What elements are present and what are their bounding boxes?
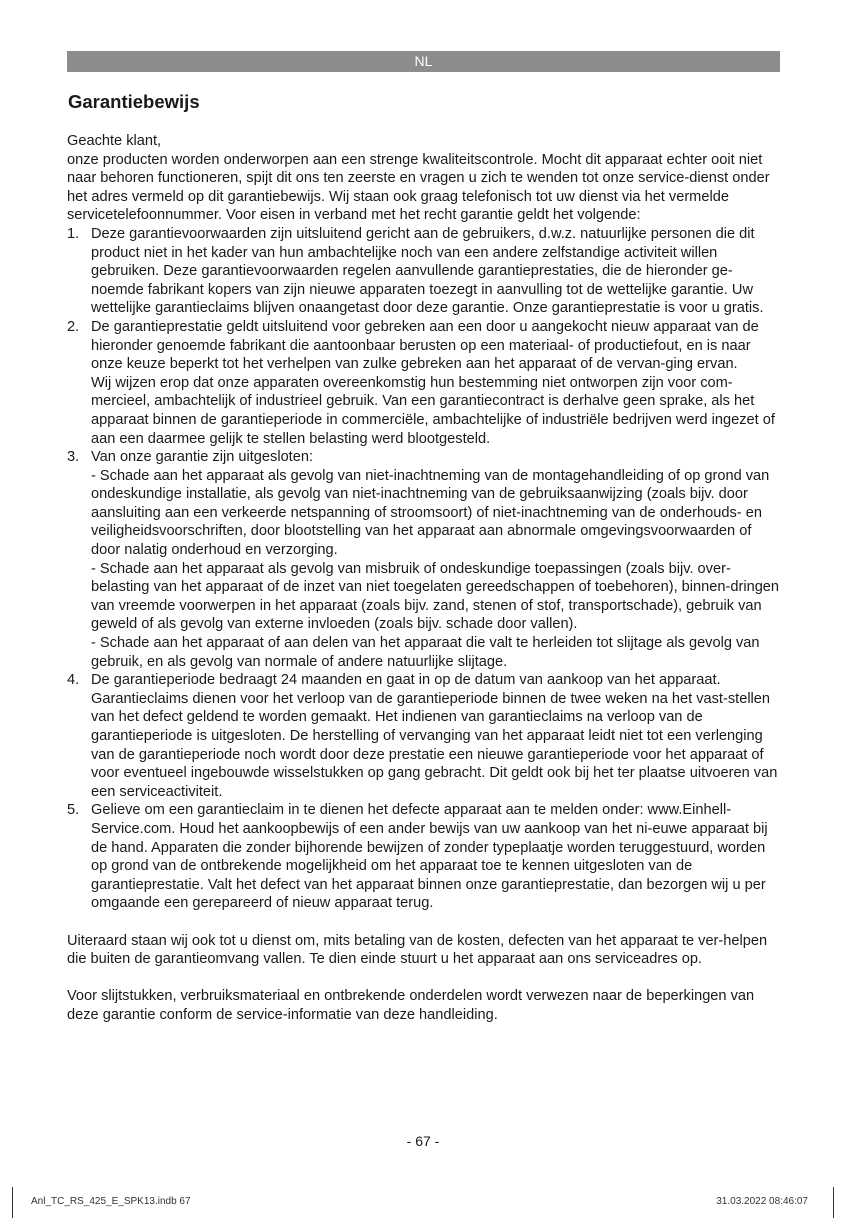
item-number: 3. (67, 449, 80, 466)
item-text: Gelieve om een garantieclaim in te dienen het defecte apparaat aan te melden onder: www.Einhell-Service.com. Houd het aankoopbewijs of een ander bewijs van uw aankoop van het ni-euwe apparaat bij de hand. Apparaten die zonder bijhorende bewijzen of zonder typeplaatje worden teruggestuurd, worden op grond van de ontbrekende mogelijkheid om het apparaat toe te kennen uitgesloten van de garantieprestatie. Valt het defect van het apparaat binnen onze garantieprestatie, dan bezorgen wij u per omgaande een gerepareerd of nieuw apparaat terug. (91, 802, 768, 912)
list-item (67, 225, 783, 318)
page-title: Garantiebewijs (68, 91, 200, 112)
list-item (67, 671, 783, 801)
list-item (67, 448, 783, 671)
crop-mark (12, 1187, 13, 1218)
language-label: NL (414, 53, 433, 69)
exclusion-item: - Schade aan het apparaat als gevolg van niet-inachtneming van de montagehandleiding of op grond van ondeskundige installatie, als gevolg van niet-inachtneming van de gebruiksaanwijzing (zoals bijv. door aansluiting aan een verkeerde netspanning of stroomsoort) of niet-inachtneming van de onderhouds- en veiligheidsvoorschriften, door blootstelling van het apparaat aan abnormale omgevingsvoorwaarden of door nalatig onderhoud en verzorging. (91, 467, 770, 559)
exclusion-item: - Schade aan het apparaat of aan delen van het apparaat die valt te herleiden tot slijtage als gevolg van gebruik, en als gevolg van normale of andere natuurlijke slijtage. (91, 635, 760, 670)
salutation: Geachte klant, (67, 133, 162, 149)
closing-paragraph: Voor slijtstukken, verbruiksmateriaal en ontbrekende onderdelen wordt verwezen naar de beperkingen van deze garantie conform de service-informatie van deze handleiding. (67, 988, 755, 1023)
item-text: Van onze garantie zijn uitgesloten: (91, 449, 314, 466)
exclusion-item: - Schade aan het apparaat als gevolg van misbruik of ondeskundige toepassingen (zoals bijv. over-belasting van het apparaat of de inzet van niet toegelaten gereedschappen of toebehoren), binnen-dringen van vreemde voorwerpen in het apparaat (zoals bijv. zand, stenen of stof, transportschade), gebruik van geweld of als gevolg van externe invloeden (zoals bijv. schade door vallen). (91, 560, 780, 633)
document-body (67, 132, 783, 1025)
list-item (67, 801, 783, 913)
item-number: 4. (67, 672, 80, 689)
spacer (67, 913, 783, 932)
closing-paragraph: Uiteraard staan wij ook tot u dienst om, mits betaling van de kosten, defecten van het apparaat te ver-helpen die buiten de garantieomvang vallen. Te dien einde stuurt u het apparaat aan ons serviceadres op. (67, 932, 768, 968)
item-number: 2. (67, 318, 80, 335)
intro-paragraph: onze producten worden onderworpen aan een strenge kwaliteitscontrole. Mocht dit apparaat echter ooit niet naar behoren functioneren, spijt dit ons ten zeerste en vragen u zich te wenden tot onze service-dienst onder het adres vermeld op dit garantiebewijs. Wij staan ook graag telefonisch tot uw dienst via het vermelde servicetelefoonnummer. Voor eisen in verband met het recht garantie geldt het volgende: (67, 151, 770, 224)
terms-list (67, 225, 783, 913)
list-item (67, 318, 783, 448)
item-text: Deze garantievoorwaarden zijn uitsluitend gericht aan de gebruikers, d.w.z. natuurlijke personen die dit product niet in het kader van hun ambachtelijke noch van een andere zelfstandige activiteit willen gebruiken. Deze garantievoorwaarden regelen aanvullende garantieprestaties, die de hieronder ge-noemde fabrikant kopers van zijn nieuwe apparaten toezegt in aanvulling tot de wettelijke garantie. Uw wettelijke garantieclaims blijven onaangetast door deze garantie. Onze garantieprestatie is voor u gratis. (91, 225, 764, 317)
footer-filename: Anl_TC_RS_425_E_SPK13.indb 67 (31, 1196, 191, 1207)
item-number: 5. (67, 802, 80, 819)
crop-mark (833, 1187, 834, 1218)
language-bar (67, 51, 780, 72)
spacer (67, 969, 783, 988)
item-text: De garantieprestatie geldt uitsluitend voor gebreken aan een door u aangekocht nieuw apparaat van de hieronder genoemde fabrikant die aantoonbaar berusten op een materiaal- of productiefout, en is naar onze keuze beperkt tot het verhelpen van zulke gebreken aan het apparaat of de vervan-ging ervan. (91, 318, 759, 373)
item-number: 1. (67, 225, 80, 242)
item-text-continued: Wij wijzen erop dat onze apparaten overeenkomstig hun bestemming niet ontworpen zijn voor com-mercieel, ambachtelijk of industrieel gebruik. Van een garantiecontract is derhalve geen sprake, als het apparaat binnen de garantieperiode in commerciële, ambachtelijke of industriële bedrijven werd ingezet of aan een daarmee gelijk te stellen belasting werd blootgesteld. (91, 374, 775, 447)
item-text: De garantieperiode bedraagt 24 maanden en gaat in op de datum van aankoop van het apparaat. Garantieclaims dienen voor het verloop van de garantieperiode binnen de twee weken na het vast-stellen van het defect geldend te worden gemaakt. Het indienen van garantieclaims na verloop van de garantieperiode is uitgesloten. De herstelling of vervanging van het apparaat leidt niet tot een verlenging van de garantieperiode noch wordt door deze prestatie een nieuwe garantieperiode voor het apparaat of voor eventueel ingebouwde wisselstukken op gang gebracht. Dit geldt ook bij het ter plaatse uitvoeren van een serviceactiviteit. (91, 672, 778, 800)
footer-timestamp: 31.03.2022 08:46:07 (716, 1196, 808, 1207)
page-number: - 67 - (406, 1133, 440, 1149)
